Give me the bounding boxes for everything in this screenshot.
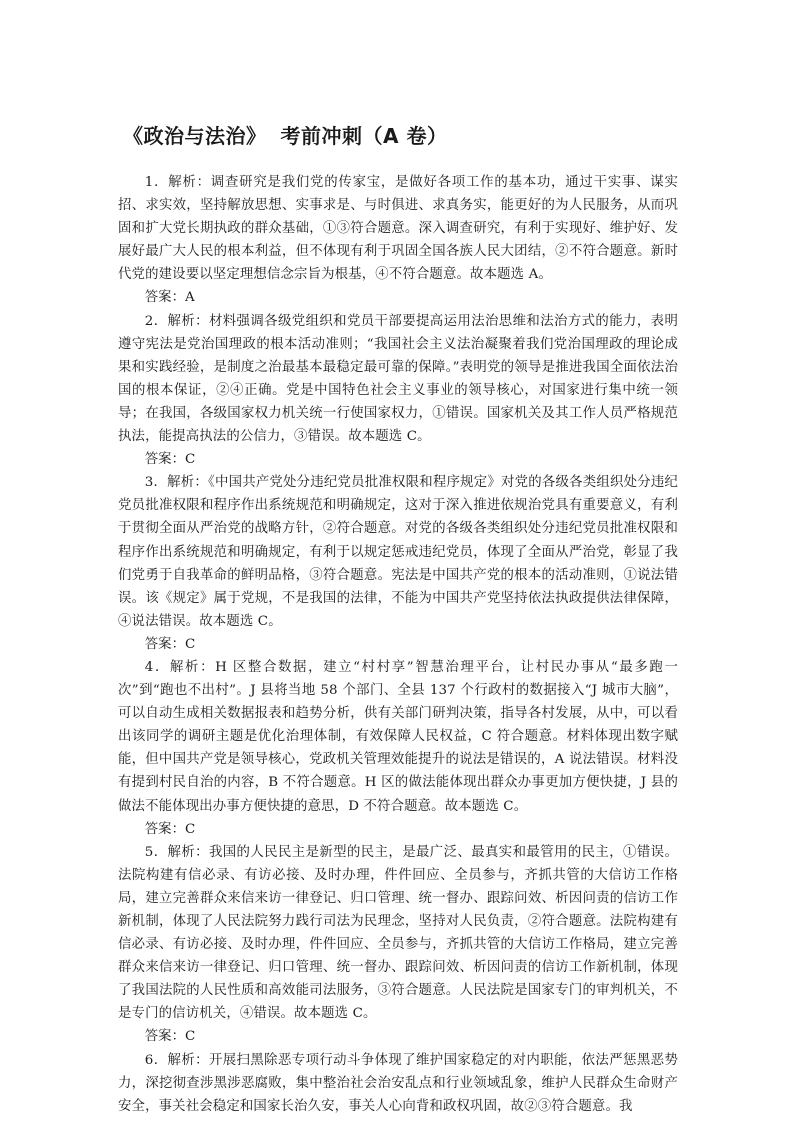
- answer-5: [118, 1025, 678, 1048]
- document-page: [118, 120, 678, 1118]
- answer-label: 答案：: [144, 636, 185, 652]
- answer-value: C: [184, 1029, 196, 1045]
- title-main: 《政治与法治》: [123, 124, 267, 148]
- explanation-4: 4．解析：H 区整合数据，建立“村村享”智慧治理平台，让村民办事从“最多跑一次”到“跑也不出村”。J 县将当地 58 个部门、全县 137 个行政村的数据接入“J 城市大脑”，可以自动生成相关数据报表和趋势分析，供有关部门研判决策，指导各村发展，从中，可以看出该同学的调研主题是优化治理体制，有效保障人民权益，C 符合题意。材料体现出数字赋能，但中国共产党是领导核心，党政机关管理效能提升的说法是错误的，A 说法错误。材料没有提到村民自治的内容，B 不符合题意。H 区的做法能体现出群众办事更加方便快捷，J 县的做法不能体现出办事方便快捷的意思，D 不符合题意。故本题选 C。: [118, 659, 678, 814]
- answer-value: A: [184, 290, 195, 306]
- explanation-6: 6．解析：开展扫黑除恶专项行动斗争体现了维护国家稳定的对内职能，依法严惩黑恶势力，深挖彻查涉黑涉恶腐败，集中整治社会治安乱点和行业领域乱象，维护人民群众生命财产安全，事关社会稳定和国家长治久安，事关人心向背和政权巩固，故②③符合题意。我: [118, 1052, 678, 1114]
- answer-2: [118, 448, 678, 471]
- answer-label: 答案：: [144, 821, 185, 837]
- answer-value: C: [184, 452, 196, 468]
- answer-3: [118, 633, 678, 656]
- explanation-5: 5．解析：我国的人民民主是新型的民主，是最广泛、最真实和最管用的民主，①错误。法院构建有信必录、有访必接、及时办理，件件回应、全员参与，齐抓共管的大信访工作格局，建立完善群众来信来访一律登记、归口管理、统一督办、跟踪问效、析因问责的信访工作新机制，体现了人民法院努力践行司法为民理念，坚持对人民负责，②符合题意。法院构建有信必录、有访必接、及时办理，件件回应、全员参与，齐抓共管的大信访工作格局，建立完善群众来信来访一律登记、归口管理、统一督办、跟踪问效、析因问责的信访工作新机制，体现了我国法院的人民性质和高效能司法服务，③符合题意。人民法院是国家专门的审判机关，不是专门的信访机关，④错误。故本题选 C。: [118, 844, 678, 1022]
- answer-label: 答案：: [144, 1029, 185, 1045]
- answer-4: [118, 818, 678, 841]
- answer-label: 答案：: [144, 290, 185, 306]
- answer-value: C: [184, 821, 196, 837]
- explanation-1: 1．解析：调查研究是我们党的传家宝，是做好各项工作的基本功，通过干实事、谋实招、求实效，坚持解放思想、实事求是、与时俱进、求真务实，能更好的为人民服务，从而巩固和扩大党长期执政的群众基础，①③符合题意。深入调查研究，有利于实现好、维护好、发展好最广大人民的根本利益，但不体现有利于巩固全国各族人民大团结，②不符合题意。新时代党的建设要以坚定理想信念宗旨为根基，④不符合题意。故本题选 A。: [118, 175, 678, 283]
- document-title: [123, 120, 678, 149]
- explanation-3: 3．解析：《中国共产党处分违纪党员批准权限和程序规定》对党的各级各类组织处分违纪党员批准权限和程序作出系统规范和明确规定，这对于深入推进依规治党具有重要意义，有利于贯彻全面从严治党的战略方针，②符合题意。对党的各级各类组织处分违纪党员批准权限和程序作出系统规范和明确规定，有利于以规定惩戒违纪党员，体现了全面从严治党，彰显了我们党勇于自我革命的鲜明品格，③符合题意。宪法是中国共产党的根本的活动准则，①说法错误。该《规定》属于党规，不是我国的法律，不能为中国共产党坚持依法执政提供法律保障，④说法错误。故本题选 C。: [118, 475, 678, 629]
- answer-1: [118, 286, 678, 309]
- explanation-2: 2．解析：材料强调各级党组织和党员干部要提高运用法治思维和法治方式的能力，表明遵守宪法是党治国理政的根本活动准则；“我国社会主义法治凝聚着我们党治国理政的理论成果和实践经验，是制度之治最基本最稳定最可靠的保障。”表明党的领导是推进我国全面依法治国的根本保证，②④正确。党是中国特色社会主义事业的领导核心，对国家进行集中统一领导；在我国，各级国家权力机关统一行使国家权力，①错误。国家机关及其工作人员严格规范执法，能提高执法的公信力，③错误。故本题选 C。: [118, 313, 678, 445]
- answer-value: C: [184, 636, 196, 652]
- answer-label: 答案：: [144, 452, 185, 468]
- title-sub: 考前冲刺（A 卷）: [280, 124, 448, 148]
